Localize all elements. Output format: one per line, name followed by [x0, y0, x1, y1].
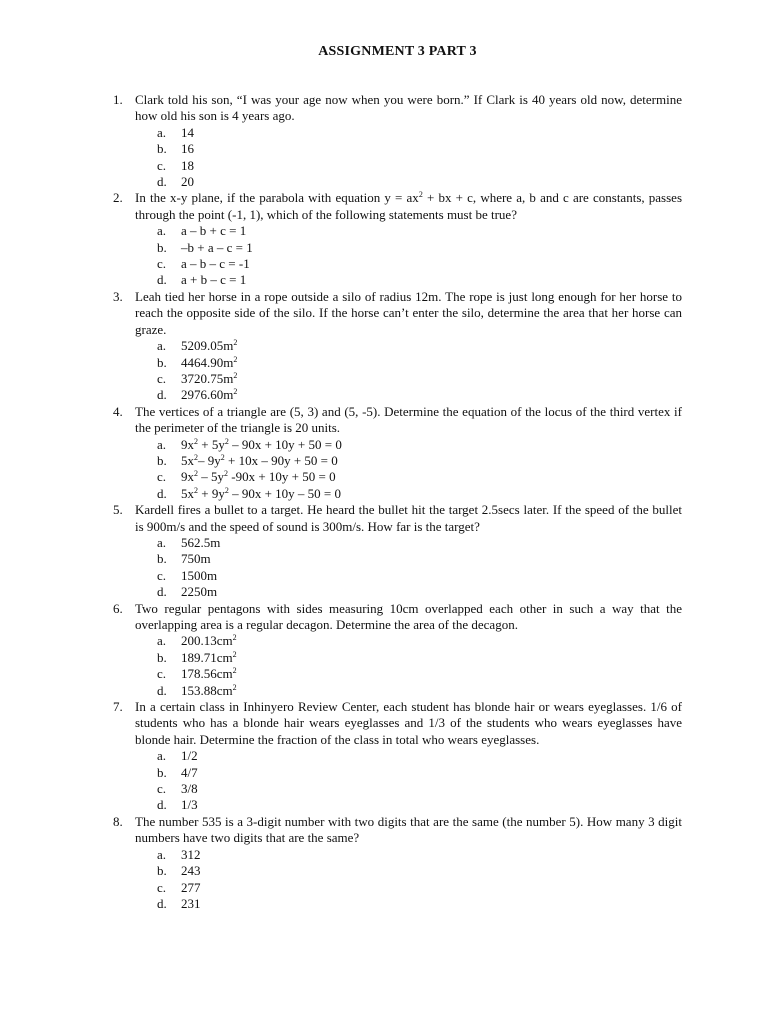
question-2: [113, 190, 682, 288]
choice-a: [157, 535, 682, 551]
choice-list: [135, 535, 682, 601]
question-text: Clark told his son, “I was your age now when you were born.” If Clark is 40 years old now, determine how old his son is 4 years ago.: [135, 92, 682, 124]
choice-d: [157, 174, 682, 190]
choice-letter: b.: [157, 452, 167, 468]
choice-letter: d.: [157, 387, 167, 403]
choice-letter: c.: [157, 256, 167, 272]
choice-text: $9x^2 + 5y^2 - 90x + 10y + 50 = 0$: [181, 436, 342, 452]
choice-text: $9x^2 - 5y^2$ -90x + 10y + 50 = 0: [181, 469, 336, 485]
choice-letter: b.: [157, 141, 167, 157]
question-text: The number 535 is a 3-digit number with two digits that are the same (the number 5). How many 3 digit numbers have two digits that are the same?: [135, 813, 682, 846]
choice-letter: c.: [157, 370, 167, 386]
choice-text: 312: [181, 846, 201, 862]
choice-letter: a.: [157, 436, 167, 452]
choice-list: [135, 847, 682, 913]
question-number: 2.: [113, 190, 123, 206]
choice-b: [157, 551, 682, 567]
choice-c: [157, 568, 682, 584]
choice-letter: b.: [157, 239, 167, 255]
choice-b: [157, 863, 682, 879]
choice-d: [157, 896, 682, 912]
question-number: 7.: [113, 699, 123, 715]
choice-b: [157, 765, 682, 781]
choice-text: $2976.60m^2$: [181, 387, 238, 403]
choice-text: 243: [181, 863, 201, 879]
choice-letter: d.: [157, 797, 167, 813]
question-text: The vertices of a triangle are (5, 3) and (5, -5). Determine the equation of the locus of the third vertex if the perimeter of the triangle is 20 units.: [135, 403, 682, 436]
choice-text: 750m: [181, 551, 211, 567]
choice-text: $3720.75m^2$: [181, 370, 238, 386]
choice-a: [157, 748, 682, 764]
question-number: 1.: [113, 92, 123, 107]
choice-a: [157, 847, 682, 863]
choice-letter: d.: [157, 895, 167, 911]
choice-a: [157, 223, 682, 239]
choice-letter: b.: [157, 863, 167, 879]
choice-letter: d.: [157, 682, 167, 698]
choice-letter: c.: [157, 567, 167, 583]
choice-b: [157, 355, 682, 371]
choice-text: a – b – c = -1: [181, 256, 250, 272]
choice-text: $178.56cm^2$: [181, 666, 237, 682]
question-text: Kardell fires a bullet to a target. He heard the bullet hit the target 2.5secs later. If the speed of the bullet is 900m/s and the speed of sound is 300m/s. How far is the target?: [135, 502, 682, 534]
choice-text: a + b – c = 1: [181, 272, 247, 288]
choice-text: 1/3: [181, 797, 198, 813]
choice-letter: d.: [157, 485, 167, 501]
choice-letter: a.: [157, 534, 167, 550]
choice-c: [157, 880, 682, 896]
choice-letter: c.: [157, 879, 167, 895]
question-number: 5.: [113, 502, 123, 518]
question-text: Two regular pentagons with sides measuring 10cm overlapped each other in such a way that the overlapping area is a regular decagon. Determine the area of the decagon.: [135, 600, 682, 632]
page-title: ASSIGNMENT 3 PART 3: [318, 44, 477, 59]
choice-letter: b.: [157, 354, 167, 370]
choice-letter: b.: [157, 551, 167, 567]
choice-letter: c.: [157, 469, 167, 485]
choice-d: [157, 584, 682, 600]
choice-d: [157, 486, 682, 502]
question-7: [113, 699, 682, 814]
choice-text: a – b + c = 1: [181, 223, 247, 239]
choice-text: 562.5m: [181, 534, 221, 550]
choice-text: 1500m: [181, 567, 218, 583]
choice-letter: c.: [157, 666, 167, 682]
choice-letter: b.: [157, 764, 167, 780]
question-number: 4.: [113, 403, 123, 419]
choice-letter: a.: [157, 633, 167, 649]
choice-text: 2250m: [181, 584, 218, 600]
choice-list: [135, 338, 682, 404]
question-5: [113, 502, 682, 600]
choice-c: [157, 666, 682, 682]
choice-a: [157, 125, 682, 141]
choice-text: $5209.05m^2$: [181, 338, 238, 354]
choice-letter: a.: [157, 223, 167, 239]
question-4: [113, 404, 682, 502]
choice-letter: d.: [157, 174, 167, 190]
choice-text: 18: [181, 157, 194, 173]
choice-c: [157, 781, 682, 797]
choice-b: [157, 650, 682, 666]
choice-c: [157, 469, 682, 485]
choice-text: 4/7: [181, 764, 198, 780]
choice-text: $189.71cm^2$: [181, 649, 237, 665]
choice-list: [135, 437, 682, 503]
choice-letter: a.: [157, 338, 167, 354]
choice-text: 20: [181, 174, 194, 190]
choice-letter: b.: [157, 649, 167, 665]
choice-d: [157, 683, 682, 699]
choice-text: –b + a – c = 1: [181, 239, 253, 255]
choice-text: 16: [181, 141, 194, 157]
choice-list: [135, 223, 682, 289]
choice-letter: d.: [157, 584, 167, 600]
choice-b: [157, 141, 682, 157]
choice-letter: a.: [157, 748, 167, 764]
choice-a: [157, 437, 682, 453]
question-3: [113, 289, 682, 404]
choice-text: 277: [181, 879, 201, 895]
choice-b: [157, 240, 682, 256]
choice-text: $4464.90m^2$: [181, 354, 238, 370]
choice-text: $153.88cm^2$: [181, 682, 237, 698]
choice-letter: a.: [157, 846, 167, 862]
choice-d: [157, 272, 682, 288]
question-list: [113, 92, 682, 912]
question-6: [113, 601, 682, 699]
choice-c: [157, 256, 682, 272]
question-text: In a certain class in Inhinyero Review Center, each student has blonde hair or wears eyeglasses. 1/6 of students who has a blonde hair wears eyeglasses and 1/3 of the students who wears eyeglasses have blonde hair. Determine the fraction of the class in total who wears eyeglasses.: [135, 699, 682, 747]
question-text: Leah tied her horse in a rope outside a silo of radius 12m. The rope is just long enough for her horse to reach the opposite side of the silo. If the horse can’t enter the silo, determine the area that her horse can graze.: [135, 288, 682, 337]
choice-text: 14: [181, 124, 194, 140]
choice-letter: a.: [157, 124, 167, 140]
choice-text: $5x^2 + 9y^2 - 90x + 10y - 50 = 0$: [181, 485, 342, 501]
choice-text: 3/8: [181, 781, 198, 797]
choice-letter: c.: [157, 157, 167, 173]
choice-d: [157, 387, 682, 403]
question-text: In the x-y plane, if the parabola with equation $y = ax^2$ + bx + c, where a, b and c are constants, passes through the point (-1, 1), which of the following statements must be true?: [135, 190, 683, 222]
choice-c: [157, 371, 682, 387]
question-number: 3.: [113, 288, 123, 304]
choice-list: [135, 748, 682, 814]
choice-text: 231: [181, 895, 201, 911]
choice-letter: d.: [157, 272, 167, 288]
choice-text: 1/2: [181, 748, 198, 764]
choice-text: $200.13cm^2$: [181, 633, 237, 649]
choice-c: [157, 158, 682, 174]
choice-a: [157, 633, 682, 649]
choice-list: [135, 633, 682, 699]
choice-b: [157, 453, 682, 469]
choice-letter: c.: [157, 781, 167, 797]
question-1: [113, 92, 682, 190]
question-8: [113, 814, 682, 912]
choice-d: [157, 797, 682, 813]
question-number: 6.: [113, 600, 123, 616]
choice-list: [135, 125, 682, 191]
choice-a: [157, 338, 682, 354]
question-number: 8.: [113, 813, 123, 829]
choice-text: $5x^2-$ $9y^2 + 10x - 90y + 50 = 0$: [181, 452, 338, 468]
